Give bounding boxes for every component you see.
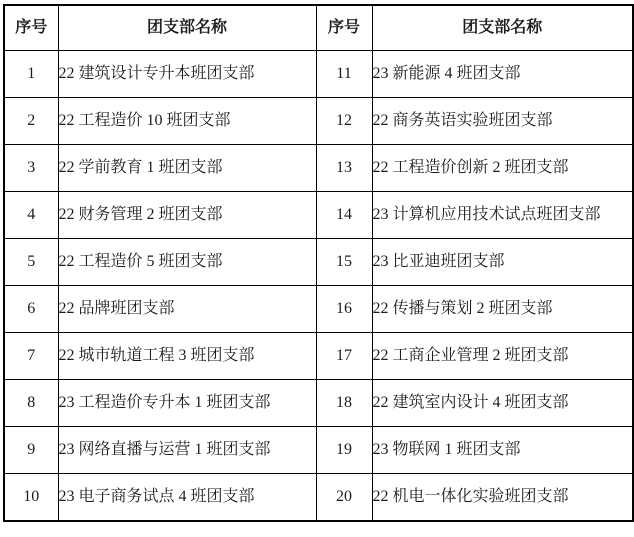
serial-cell: 8 bbox=[4, 380, 58, 427]
table-row bbox=[4, 98, 633, 145]
serial-header-right: 序号 bbox=[316, 5, 372, 51]
serial-cell: 18 bbox=[316, 380, 372, 427]
branch-name-cell: 22 传播与策划 2 班团支部 bbox=[372, 286, 633, 333]
table-row bbox=[4, 427, 633, 474]
table-row bbox=[4, 51, 633, 98]
table-row bbox=[4, 239, 633, 286]
table-row bbox=[4, 474, 633, 522]
branch-name-header-right: 团支部名称 bbox=[372, 5, 633, 51]
branch-name-cell: 22 工程造价 10 班团支部 bbox=[58, 98, 316, 145]
branch-name-cell: 23 网络直播与运营 1 班团支部 bbox=[58, 427, 316, 474]
branch-name-cell: 22 工程造价 5 班团支部 bbox=[58, 239, 316, 286]
serial-cell: 14 bbox=[316, 192, 372, 239]
branch-name-cell: 22 机电一体化实验班团支部 bbox=[372, 474, 633, 522]
table-row bbox=[4, 286, 633, 333]
serial-cell: 9 bbox=[4, 427, 58, 474]
serial-cell: 20 bbox=[316, 474, 372, 522]
league-branch-table bbox=[3, 4, 634, 522]
serial-header-left: 序号 bbox=[4, 5, 58, 51]
serial-cell: 12 bbox=[316, 98, 372, 145]
table-row bbox=[4, 333, 633, 380]
serial-cell: 4 bbox=[4, 192, 58, 239]
serial-cell: 5 bbox=[4, 239, 58, 286]
serial-cell: 10 bbox=[4, 474, 58, 522]
table-row bbox=[4, 380, 633, 427]
table-row bbox=[4, 192, 633, 239]
serial-cell: 17 bbox=[316, 333, 372, 380]
serial-cell: 13 bbox=[316, 145, 372, 192]
branch-name-cell: 22 商务英语实验班团支部 bbox=[372, 98, 633, 145]
serial-cell: 3 bbox=[4, 145, 58, 192]
branch-name-cell: 22 建筑设计专升本班团支部 bbox=[58, 51, 316, 98]
branch-name-cell: 23 物联网 1 班团支部 bbox=[372, 427, 633, 474]
serial-cell: 15 bbox=[316, 239, 372, 286]
header-row bbox=[4, 5, 633, 51]
branch-name-cell: 22 学前教育 1 班团支部 bbox=[58, 145, 316, 192]
branch-name-cell: 22 品牌班团支部 bbox=[58, 286, 316, 333]
serial-cell: 6 bbox=[4, 286, 58, 333]
branch-name-cell: 22 财务管理 2 班团支部 bbox=[58, 192, 316, 239]
serial-cell: 1 bbox=[4, 51, 58, 98]
serial-cell: 7 bbox=[4, 333, 58, 380]
branch-name-cell: 23 新能源 4 班团支部 bbox=[372, 51, 633, 98]
serial-cell: 11 bbox=[316, 51, 372, 98]
branch-name-cell: 22 工商企业管理 2 班团支部 bbox=[372, 333, 633, 380]
serial-cell: 19 bbox=[316, 427, 372, 474]
branch-name-cell: 23 计算机应用技术试点班团支部 bbox=[372, 192, 633, 239]
branch-name-cell: 22 建筑室内设计 4 班团支部 bbox=[372, 380, 633, 427]
serial-cell: 16 bbox=[316, 286, 372, 333]
branch-name-cell: 23 电子商务试点 4 班团支部 bbox=[58, 474, 316, 522]
branch-name-cell: 23 比亚迪班团支部 bbox=[372, 239, 633, 286]
branch-name-cell: 22 工程造价创新 2 班团支部 bbox=[372, 145, 633, 192]
branch-name-cell: 23 工程造价专升本 1 班团支部 bbox=[58, 380, 316, 427]
table-row bbox=[4, 145, 633, 192]
branch-name-cell: 22 城市轨道工程 3 班团支部 bbox=[58, 333, 316, 380]
branch-name-header-left: 团支部名称 bbox=[58, 5, 316, 51]
serial-cell: 2 bbox=[4, 98, 58, 145]
